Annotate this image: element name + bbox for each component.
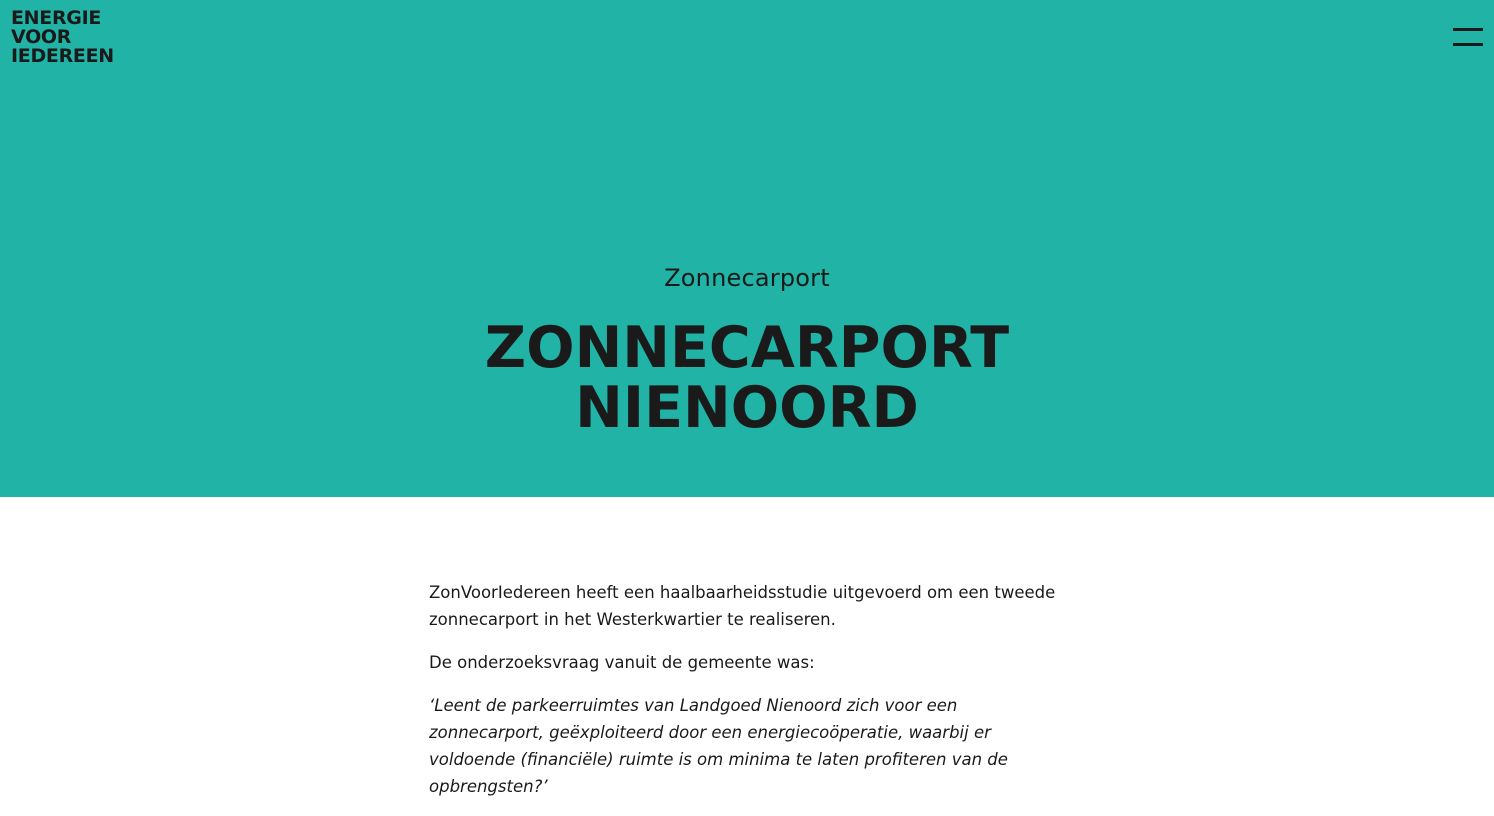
logo[interactable] (11, 9, 114, 66)
intro-paragraph: ZonVoorIedereen heeft een haalbaarheidsstudie uitgevoerd om een tweede zonnecarport in het Westerkwartier te realiseren. (429, 583, 1056, 629)
article-body (429, 579, 1089, 816)
menu-button[interactable] (1450, 24, 1484, 52)
logo-line-1: ENERGIE (11, 7, 102, 29)
page-title-line-1: ZONNECARPORT (484, 315, 1010, 381)
hero-category: Zonnecarport (664, 264, 830, 292)
logo-line-2: VOOR (11, 26, 72, 48)
page-title-line-2: NIENOORD (575, 375, 919, 441)
page-title (0, 315, 1494, 441)
research-question-quote: ‘Leent de parkeerruimtes van Landgoed Nienoord zich voor een zonnecarport, geëxploiteerd door een energiecoöperatie, waarbij er voldoende (financiële) ruimte is om minima te laten profiteren van de opbrengsten?’ (429, 696, 1008, 796)
question-lead-paragraph: De onderzoeksvraag vanuit de gemeente was: (429, 653, 815, 672)
logo-line-3: IEDEREEN (11, 45, 114, 67)
